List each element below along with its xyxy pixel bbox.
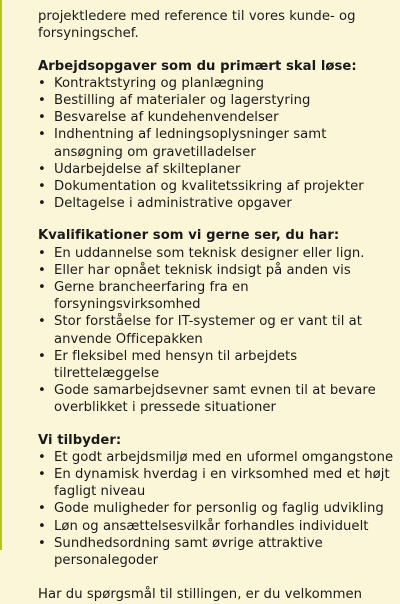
list-item: • Gerne brancheerfaring fra en forsyningsvirksomhed xyxy=(38,279,398,313)
list-item: • Et godt arbejdsmiljø med en uformel omgangstone xyxy=(38,449,398,466)
intro-line: forsyningschef. xyxy=(38,26,139,42)
section-tasks xyxy=(38,58,398,213)
job-ad-text xyxy=(38,0,398,604)
bullet-list xyxy=(38,245,398,417)
list-item: • Kontraktstyring og planlægning xyxy=(38,75,398,92)
section-offer xyxy=(38,432,398,570)
intro-paragraph xyxy=(38,0,398,43)
list-item: • Deltagelse i administrative opgaver xyxy=(38,195,398,212)
bullet-list xyxy=(38,75,398,213)
list-item: • Besvarelse af kundehenvendelser xyxy=(38,109,398,126)
list-item: • Gode samarbejdsevner samt evnen til at bevare overblikket i pressede situationer xyxy=(38,382,398,416)
intro-line: projektledere med reference til vores kunde- og xyxy=(38,9,356,25)
list-item: • En dynamisk hverdag i en virksomhed med et højt fagligt niveau xyxy=(38,466,398,500)
list-item: • Gode muligheder for personlig og faglig udvikling xyxy=(38,500,398,517)
list-item: • Sundhedsordning samt øvrige attraktive personalegoder xyxy=(38,535,398,569)
list-item: • Stor forståelse for IT-systemer og er vant til at anvende Officepakken xyxy=(38,313,398,347)
list-item: • Er fleksibel med hensyn til arbejdets tilrettelæggelse xyxy=(38,348,398,382)
section-qualifications xyxy=(38,227,398,416)
section-heading: Kvalifikationer som vi gerne ser, du har: xyxy=(38,228,340,244)
closing-paragraph: Har du spørgsmål til stillingen, er du velkommen xyxy=(38,587,363,603)
section-heading: Arbejdsopgaver som du primært skal løse: xyxy=(38,58,357,74)
list-item: • Bestilling af materialer og lagerstyring xyxy=(38,92,398,109)
bullet-list xyxy=(38,449,398,569)
list-item: • Eller har opnået teknisk indsigt på anden vis xyxy=(38,262,398,279)
list-item: • En uddannelse som teknisk designer eller lign. xyxy=(38,245,398,262)
list-item: • Løn og ansættelsesvilkår forhandles individuelt xyxy=(38,518,398,535)
list-item: • Indhentning af ledningsoplysninger samt ansøgning om gravetilladelser xyxy=(38,126,398,160)
section-heading: Vi tilbyder: xyxy=(38,432,122,448)
list-item: • Udarbejdelse af skilteplaner xyxy=(38,161,398,178)
list-item: • Dokumentation og kvalitetssikring af projekter xyxy=(38,178,398,195)
intro-line xyxy=(38,0,398,8)
